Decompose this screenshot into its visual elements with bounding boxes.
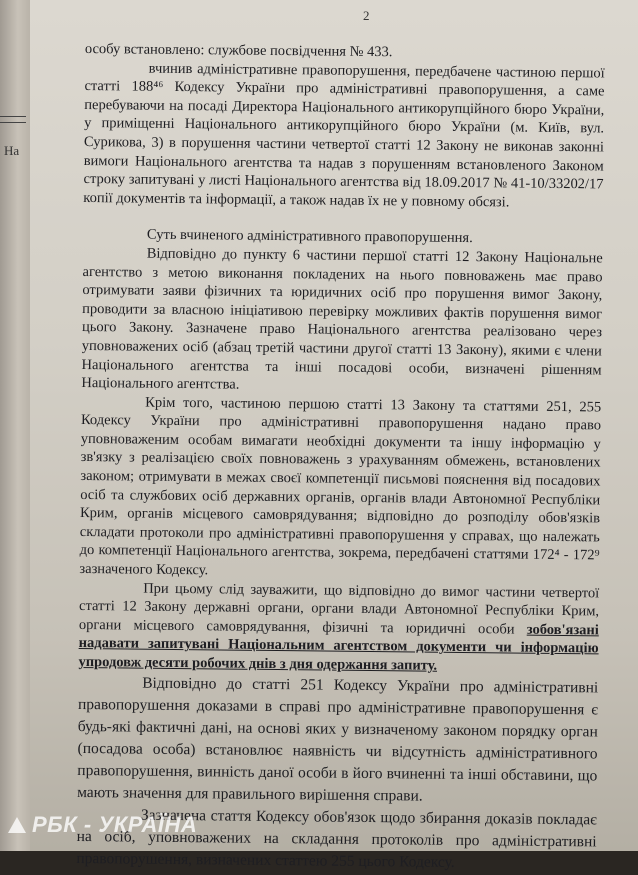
paragraph-powers: Крім того, частиною першою статті 13 Закону та статтями 251, 255 Кодексу України про адміністративні правопорушення надано право уповноваженим особам вимагати необхідні документи та іншу інформацію у зв'язку з реалізацією своїх повноважень з урахуванням обмежень, встановлених законом; отримувати в межах своєї компетенції письмові пояснення від посадових осіб та службових осіб державних органів, органів влади Автономної Республіки Крим, органів місцевого самоврядування; відповідно до розподілу обов'язків складати протоколи про адміністративні правопорушення у справах, що належать до компетенції Національного агентства, зокрема, передбачені статтями 172⁴ - 172⁹ зазначеного Кодексу. bbox=[79, 394, 602, 579]
paragraph-evidence: Відповідно до статті 251 Кодексу України про адміністративні правопорушення доказами в справі про адміністративне правопорушення є будь-які фактичні дані, на основі яких у визначеному законом порядку орган (посадова особа) встановлює наявність чи відсутність адміністративного правопорушення, винність даної особи в його вчиненні та інші обставини, що мають значення для правильного вирішення справи. bbox=[77, 674, 599, 805]
obligation-emphasis: зобов'язані надавати запитувані Національним агентством документи чи інформацію упродовж десяти робочих днів з дня одержання запиту. bbox=[78, 621, 599, 674]
rbk-logo-icon bbox=[8, 817, 26, 833]
paragraph-law-basis: Відповідно до пункту 6 частини першої статті 12 Закону Національне агентство з метою виконання покладених на нього повноважень має право отримувати заяви фізичних та юридичних осіб про порушення вимог Закону, проводити за власною ініціативою перевірку можливих фактів порушення вимог цього Закону. Зазначене право Національного агентства реалізовано через уповноважених осіб (абзац третій частини другої статті 13 Закону), якими є члени Національного агентства та інші посадові особи, визначені рішенням Національного агентства. bbox=[81, 245, 603, 393]
obligation-text: При цьому слід зауважити, що відповідно до вимог частини четвертої статті 12 Закону державні органи, органи влади Автономної Республіки Крим, органи місцевого самоврядування, фізичні та юридичні особи bbox=[78, 580, 600, 638]
document-page bbox=[30, 0, 638, 871]
document-body bbox=[76, 40, 605, 875]
page-number: 2 bbox=[363, 8, 370, 23]
watermark-text: РБК - УКРАЇНА bbox=[32, 812, 198, 837]
adjacent-page-edge bbox=[0, 0, 30, 851]
paragraph-obligation bbox=[78, 579, 599, 677]
paragraph-id: особу встановлено: службове посвідчення № 433. bbox=[84, 40, 393, 61]
margin-rule bbox=[0, 122, 26, 123]
margin-rule bbox=[0, 116, 26, 117]
paragraph-offense: вчинив адміністративне правопорушення, передбачене частиною першої статті 188⁴⁶ Кодексу України про адміністративні правопорушення, а саме перебуваючи на посаді Директора Національного антикорупційного бюро України, у приміщенні Національного антикорупційного бюро України (м. Київ, вул. Сурикова, 3) в порушення частини четвертої статті 12 Закону не виконав законні вимоги Національного агентства та надав з порушенням встановленого Законом строку запитувані у листі Національного агентства від 18.09.2017 № 41-10/33202/17 копії документів та інформації, а також надав їх не у повному обсязі. bbox=[83, 60, 605, 211]
paragraph-duty: Зазначена стаття Кодексу обов'язок щодо збирання доказів покладає на осіб, уповноважених на складання протоколів про адміністративні правопорушення, визначених статтею 255 цього Кодексу. bbox=[76, 806, 597, 871]
paragraph-heading: Суть вчиненого адміністративного правопорушення. bbox=[146, 227, 473, 247]
rbk-watermark bbox=[8, 812, 197, 838]
margin-fragment: На bbox=[4, 143, 20, 158]
